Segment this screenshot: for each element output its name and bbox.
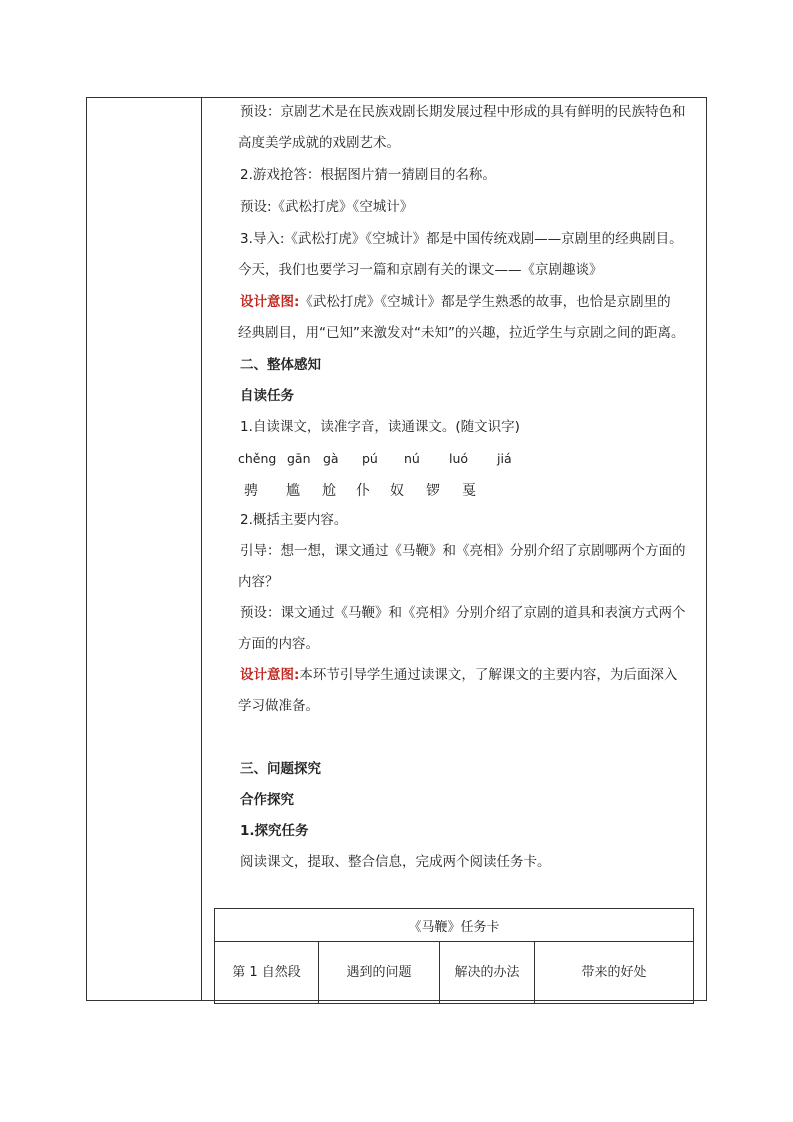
preset-text-3: 预设：课文通过《马鞭》和《亮相》分别介绍了京剧的道具和表演方式两个 <box>240 605 686 621</box>
game-quiz-text: 2.游戏抢答：根据图片猜一猜剧目的名称。 <box>240 167 496 183</box>
hanzi-item: 尴 <box>286 483 300 499</box>
hanzi-item: 骋 <box>244 483 258 499</box>
design-intent-label: 设计意图: <box>240 667 300 683</box>
pinyin-item: chěng <box>238 451 277 466</box>
preset-text-4: 方面的内容。 <box>238 636 319 652</box>
intro-text-1: 3.导入:《武松打虎》《空城计》都是中国传统戏剧——京剧里的经典剧目。 <box>240 231 683 247</box>
card-header-paragraph: 第 1 自然段 <box>215 942 319 1004</box>
hanzi-item: 锣 <box>426 483 440 499</box>
design-intent-2-cont: 学习做准备。 <box>238 698 319 714</box>
design-intent-label: 设计意图: <box>240 294 300 310</box>
design-intent-1 <box>240 293 671 311</box>
design-intent-2 <box>240 666 677 684</box>
preset-text-1: 预设：京剧艺术是在民族戏剧长期发展过程中形成的具有鲜明的民族特色和 <box>240 104 686 120</box>
guide-text-2: 内容？ <box>238 574 279 590</box>
intro-text-2: 今天，我们也要学习一篇和京剧有关的课文——《京剧趣谈》 <box>238 262 603 278</box>
card-header-solution: 解决的办法 <box>440 942 535 1004</box>
preset-text-2: 高度美学成就的戏剧艺术。 <box>238 135 400 151</box>
design-intent-1-cont: 经典剧目，用“已知”来激发对“未知”的兴趣，拉近学生与京剧之间的距离。 <box>238 325 685 341</box>
preset-answer: 预设:《武松打虎》《空城计》 <box>240 199 414 215</box>
summarize-instruction: 2.概括主要内容。 <box>240 512 348 528</box>
self-read-task-heading: 自读任务 <box>240 388 294 404</box>
guide-text-1: 引导：想一想，课文通过《马鞭》和《亮相》分别介绍了京剧哪两个方面的 <box>240 543 686 559</box>
column-divider <box>201 97 202 1001</box>
pinyin-item: jiá <box>497 451 512 466</box>
pinyin-item: gān <box>287 451 311 466</box>
task-card-title: 《马鞭》任务卡 <box>215 909 694 942</box>
hanzi-item: 仆 <box>356 483 370 499</box>
hanzi-item: 戛 <box>462 483 476 499</box>
hanzi-item: 尬 <box>322 483 336 499</box>
section-heading-2: 二、整体感知 <box>240 357 321 373</box>
card-header-problem: 遇到的问题 <box>319 942 440 1004</box>
self-read-instruction: 1.自读课文，读准字音，读通课文。(随文识字) <box>240 419 520 435</box>
inquiry-task-heading: 1.探究任务 <box>240 823 309 839</box>
section-heading-3: 三、问题探究 <box>240 761 321 777</box>
design-intent-text: 本环节引导学生通过读课文，了解课文的主要内容，为后面深入 <box>299 667 678 683</box>
pinyin-item: nú <box>404 451 420 466</box>
pinyin-item: luó <box>449 451 469 466</box>
task-card-table <box>214 908 694 1004</box>
cooperative-inquiry-heading: 合作探究 <box>240 792 294 808</box>
hanzi-item: 奴 <box>390 483 404 499</box>
inquiry-task-text: 阅读课文，提取、整合信息，完成两个阅读任务卡。 <box>240 854 551 870</box>
pinyin-item: pú <box>362 451 378 466</box>
pinyin-item: gà <box>323 451 339 466</box>
card-header-benefit: 带来的好处 <box>535 942 694 1004</box>
design-intent-text: 《武松打虎》《空城计》都是学生熟悉的故事，也恰是京剧里的 <box>299 294 671 310</box>
